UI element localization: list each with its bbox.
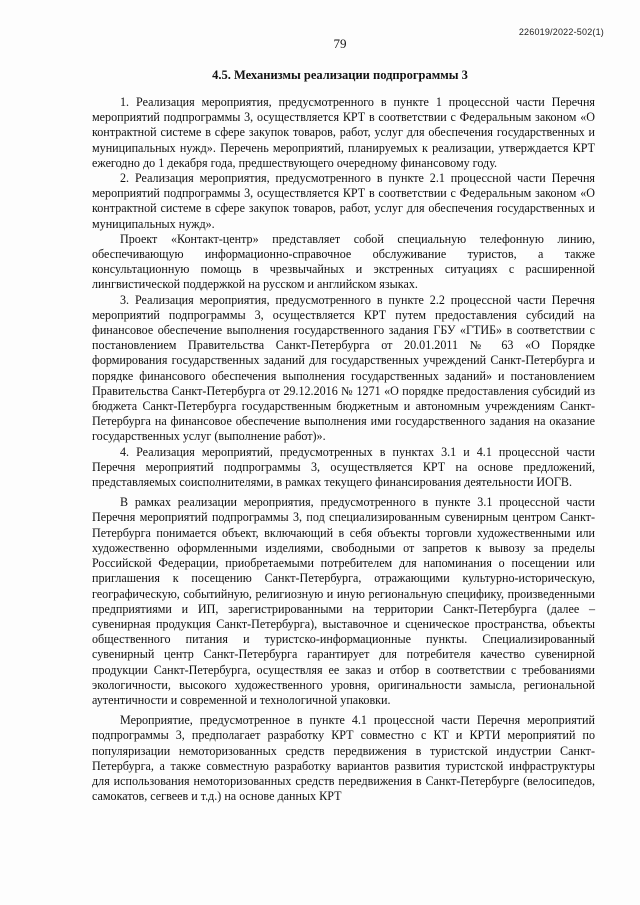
paragraph-4: 4. Реализация мероприятий, предусмотренных в пунктах 3.1 и 4.1 процессной части Перечня мероприятий подпрограммы 3, осуществляется КРТ на основе предложений, представляемых соисполнителями, в рамках текущего финансирования деятельности ИОГВ. xyxy=(92,444,595,490)
paragraph-souvenir-center: В рамках реализации мероприятия, предусмотренного в пункте 3.1 процессной части Перечня мероприятий подпрограммы 3, под специализированным сувенирным центром Санкт-Петербурга понимается объект, включающий в себя объекты торговли художественными или художественно оформленными изделиями, свободными от запретов к вывозу за пределы Российской Федерации, приобретаемыми потребителем для напоминания о посещении или приглашения к посещению Санкт-Петербурга, отражающими культурно-историческую, географическую, событийную, религиозную и иную региональную специфику, произведенными предприятиями и ИП, зарегистрированными на территории Санкт-Петербурга (далее – сувенирная продукция Санкт-Петербурга), выставочное и сценическое пространства, объекты общественного питания и туристско-информационные пункты. Специализированный сувенирный центр Санкт-Петербурга гарантирует для потребителя качество сувенирной продукции Санкт-Петербурга, осуществляя ее заказ и отбор в соответствии с требованиями экологичности, высокого художественного уровня, оригинальности замысла, региональной аутентичности и современной и технологичной упаковки. xyxy=(92,495,595,707)
document-body xyxy=(92,95,595,804)
paragraph-3: 3. Реализация мероприятия, предусмотренного в пункте 2.2 процессной части Перечня мероприятий подпрограммы 3, осуществляется КРТ путем предоставления субсидий на финансовое обеспечение выполнения государственного задания ГБУ «ГТИБ» в соответствии с постановлением Правительства Санкт-Петербурга от 20.01.2011 № 63 «О Порядке формирования государственных заданий для государственных учреждений Санкт-Петербурга и порядке финансового обеспечения выполнения государственных заданий» и постановлением Правительства Санкт-Петербурга от 29.12.2016 № 1271 «О порядке предоставления субсидий из бюджета Санкт-Петербурга государственным бюджетным и автономным учреждениям Санкт-Петербурга на финансовое обеспечение выполнения ими государственного задания на оказание государственных услуг (выполнение работ)». xyxy=(92,292,595,444)
page-number: 79 xyxy=(333,36,347,51)
paragraph-non-motorized-transport: Мероприятие, предусмотренное в пункте 4.1 процессной части Перечня мероприятий подпрограммы 3, предполагает разработку КРТ совместно с КТ и КРТИ мероприятий по популяризации немоторизованных средств передвижения в туристской индустрии Санкт-Петербурга, а также совместную разработку вариантов развития туристской инфраструктуры для использования немоторизованных средств передвижения в Санкт-Петербурге (велосипедов, самокатов, сегвеев и т.д.) на основе данных КРТ xyxy=(92,713,595,804)
paragraph-contact-center: Проект «Контакт-центр» представляет собой специальную телефонную линию, обеспечивающую информационно-справочное обслуживание туристов, а также консультационную помощь в чрезвычайных и экстренных ситуациях с расширенной лингвистической поддержкой на русском и английском языках. xyxy=(92,231,595,292)
paragraph-1: 1. Реализация мероприятия, предусмотренного в пункте 1 процессной части Перечня мероприятий подпрограммы 3, осуществляется КРТ в соответствии с Федеральным законом «О контрактной системе в сфере закупок товаров, работ, услуг для обеспечения государственных и муниципальных нужд». Перечень мероприятий, планируемых к реализации, утверждается КРТ ежегодно до 1 декабря года, предшествующего очередному финансовому году. xyxy=(92,95,595,170)
document-id: 226019/2022-502(1) xyxy=(518,27,604,37)
section-title: 4.5. Механизмы реализации подпрограммы 3 xyxy=(212,68,468,82)
paragraph-2: 2. Реализация мероприятия, предусмотренного в пункте 2.1 процессной части Перечня мероприятий подпрограммы 3, осуществляется КРТ в соответствии с Федеральным законом «О контрактной системе в сфере закупок товаров, работ, услуг для обеспечения государственных и муниципальных нужд». xyxy=(92,171,595,231)
